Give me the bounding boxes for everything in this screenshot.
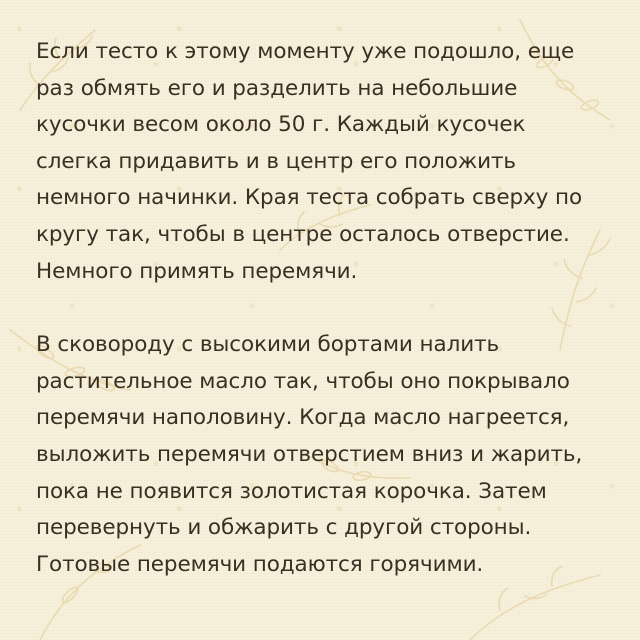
recipe-instructions — [36, 34, 616, 583]
instruction-paragraph-frying: В сковороду с высокими бортами налить растительное масло так, чтобы оно покрывало перемячи наполовину. Когда масло нагреется, выложить перемячи отверстием вниз и жарить, пока не появится золотистая корочка. Затем перевернуть и обжарить с другой стороны. Готовые перемячи подаются горячими. — [36, 332, 583, 577]
instruction-paragraph-shaping: Если тесто к этому моменту уже подошло, еще раз обмять его и разделить на небольшие кусочки весом около 50 г. Каждый кусочек слегка придавить и в центр его положить немного начинки. Края теста собрать сверху по кругу так, чтобы в центре осталось отверстие. Немного примять перемячи. — [36, 39, 582, 284]
